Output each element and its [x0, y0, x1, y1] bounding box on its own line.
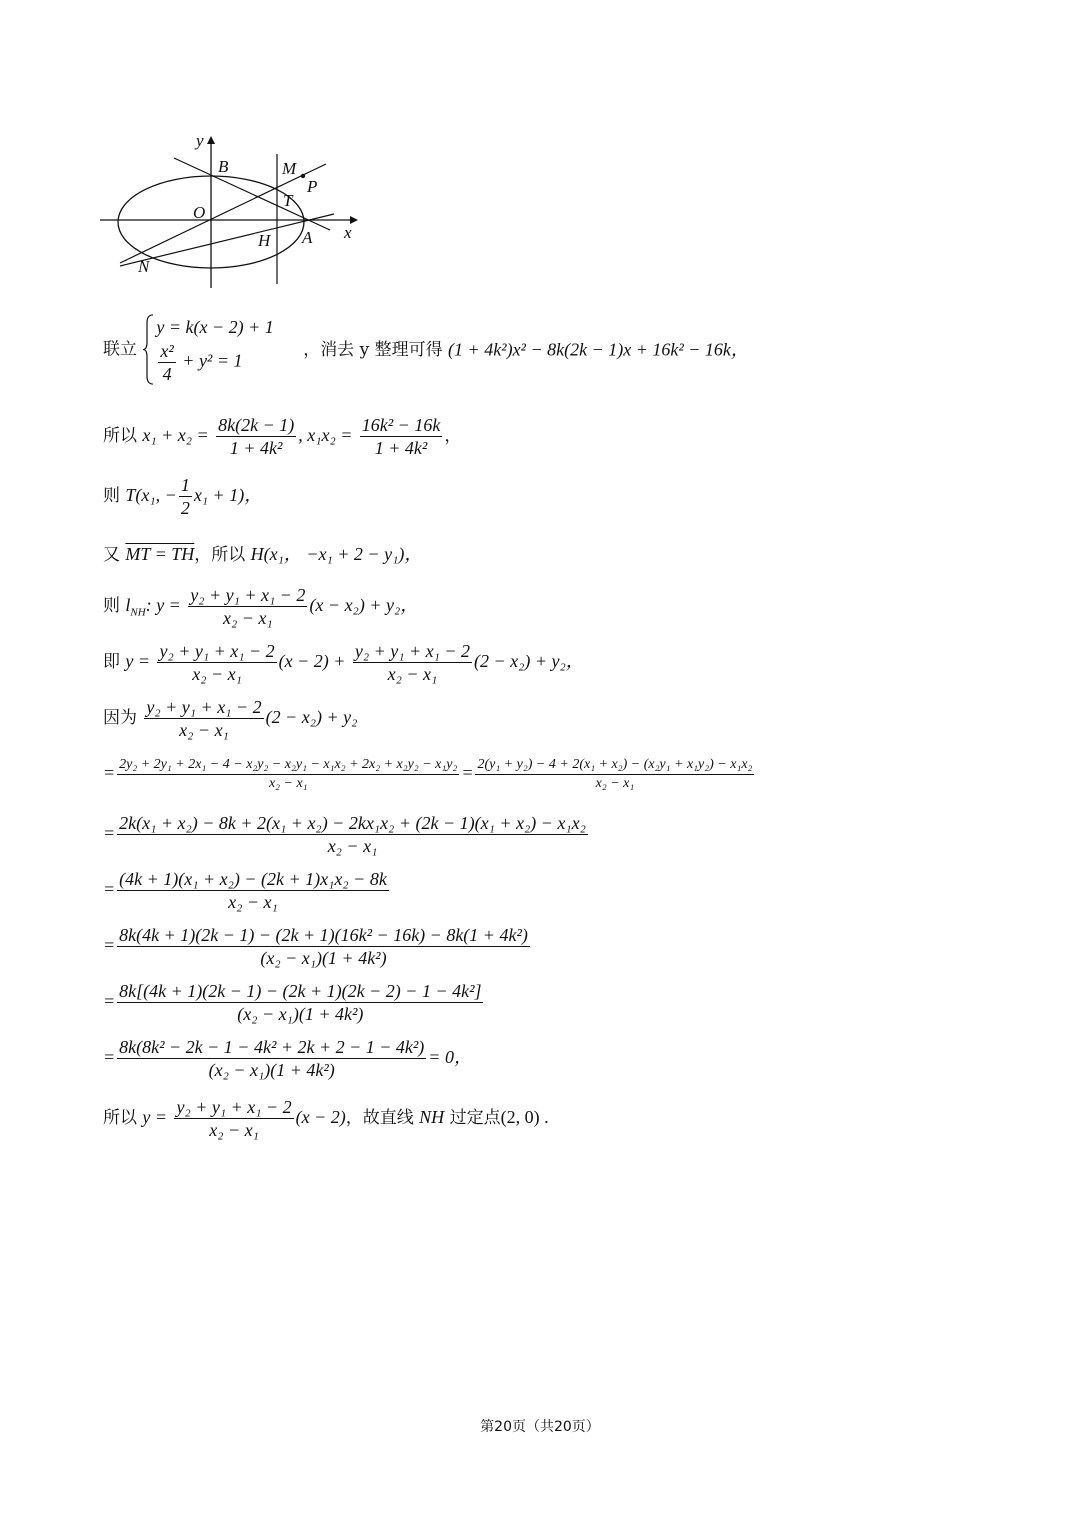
expr-c: = 0， [428, 1047, 472, 1067]
line-name: NH [419, 1107, 445, 1127]
line-step-9 [103, 812, 1003, 857]
equals: = [103, 935, 116, 955]
equals: = [461, 762, 474, 783]
frac-num: y₂ + y₁ + x₁ − 2 [159, 641, 275, 661]
expr-a: y = [142, 1107, 168, 1127]
text-eliminate: ，消去 y 整理可得 [303, 339, 443, 360]
frac-den: (x₂ − x₁)(1 + 4k²) [260, 948, 387, 968]
frac-num: 2y₂ + 2y₁ + 2x₁ − 4 − x₂y₂ − x₂y₁ − x₁x₂ + 2x₂ + x₂y₂ − x₁y₂ [117, 756, 459, 775]
label-h: H [258, 231, 271, 250]
line-subscript: NH [130, 606, 146, 619]
frac-num: 2k(x₁ + x₂) − 8k + 2(x₁ + x₂) − 2kx₁x₂ + (2k − 1)(x₁ + x₂) − x₁x₂ [119, 813, 586, 833]
ellipse-figure [98, 128, 360, 288]
frac-den: x₂ − x₁ [223, 608, 273, 628]
point-p [301, 174, 305, 178]
expr-b: (x − 2) + [278, 651, 346, 671]
frac-den: 1 + 4k² [374, 438, 428, 458]
line-point-h [103, 542, 1003, 567]
equals: = [103, 1047, 116, 1067]
equation-system [142, 314, 273, 385]
vector-eq: MT = TH [125, 544, 195, 564]
line-expand [103, 756, 1063, 793]
label-p: P [307, 177, 318, 196]
equals: = [103, 879, 116, 899]
frac-num: 16k² − 16k [361, 415, 441, 435]
frac-num: 2(y₁ + y₂) − 4 + 2(x₁ + x₂) − (x₂y₁ + x₁y₂) − x₁x₂ [475, 756, 754, 775]
ellipse-diagram [98, 128, 360, 288]
text-mid: ，故直线 [345, 1108, 414, 1128]
expr-a: : y = [145, 595, 181, 615]
equation-line: y = k(x − 2) + 1 [156, 317, 274, 337]
expr-c: (2 − x₂) + y₂， [474, 651, 584, 671]
frac-den: x₂ − x₁ [209, 1120, 259, 1140]
line-because [103, 696, 1003, 741]
line-step-13 [103, 1036, 1003, 1081]
line-point-t [103, 474, 1003, 519]
y-axis-arrow [207, 136, 215, 144]
equation-ellipse [156, 340, 273, 385]
eq-tail: + y² = 1 [177, 350, 243, 371]
line-vieta [103, 414, 1003, 459]
line-step-11 [103, 924, 1003, 969]
text-prefix: 则 [103, 486, 120, 506]
frac-num: 8k(2k − 1) [218, 415, 295, 435]
frac-den: x₂ − x₁ [179, 720, 229, 740]
frac-num: y₂ + y₁ + x₁ − 2 [354, 641, 471, 661]
text-mid2: 过定点 [449, 1108, 501, 1128]
text-mid: ，所以 [194, 545, 246, 565]
text-prefix: 即 [103, 652, 120, 672]
frac-num: y₂ + y₁ + x₁ − 2 [146, 697, 262, 717]
expr-b: x₁ + 1)， [193, 485, 263, 505]
frac-den: x₂ − x₁ [595, 776, 635, 791]
text-prefix: 又 [103, 545, 120, 565]
text-prefix: 所以 [103, 1108, 137, 1128]
equals: = [103, 991, 116, 1011]
line-lnh [103, 584, 1003, 629]
brace-icon [142, 314, 154, 385]
label-b: B [218, 157, 229, 176]
quadratic-expr: (1 + 4k²)x² − 8k(2k − 1)x + 16k² − 16k， [448, 339, 749, 360]
line-symbol: l [125, 595, 131, 615]
frac-den: 2 [180, 498, 190, 518]
line-step-12 [103, 980, 1003, 1025]
frac-den: x₂ − x₁ [387, 664, 438, 684]
frac-num: y₂ + y₁ + x₁ − 2 [176, 1097, 292, 1117]
text-prefix: 所以 [103, 426, 137, 446]
text-prefix: 则 [103, 596, 120, 616]
label-n: N [138, 257, 150, 276]
expr-h: H(x₁， −x₁ + 2 − y₁)， [250, 544, 423, 564]
frac-den: x₂ − x₁ [228, 892, 278, 912]
frac-den: (x₂ − x₁)(1 + 4k²) [208, 1060, 335, 1080]
text-prefix: 联立 [103, 339, 137, 360]
frac-den: x₂ − x₁ [192, 664, 242, 684]
label-t: T [283, 191, 293, 210]
punct: ， [444, 426, 462, 446]
line-system [103, 314, 1003, 385]
equals: = [103, 823, 116, 843]
frac-den: x₂ − x₁ [268, 776, 308, 791]
frac-num: y₂ + y₁ + x₁ − 2 [190, 585, 306, 605]
label-o: O [193, 203, 206, 222]
product-lhs: , x₁x₂ = [298, 425, 353, 445]
equals: = [103, 762, 116, 783]
frac-den: x₂ − x₁ [327, 836, 378, 856]
label-x: x [344, 223, 352, 242]
line-ie [103, 640, 1003, 685]
frac-num: (4k + 1)(x₁ + x₂) − (2k + 1)x₁x₂ − 8k [119, 869, 387, 889]
fixed-point: (2, 0) . [500, 1107, 549, 1127]
expr-c: (x − x₂) + y₂， [309, 595, 419, 615]
frac-num: 1 [180, 475, 190, 495]
expr-a: T(x₁, − [125, 485, 177, 505]
frac-den: 4 [162, 364, 172, 384]
expr-a: y = [125, 651, 151, 671]
frac-num: 8k(8k² − 2k − 1 − 4k² + 2k + 2 − 1 − 4k²) [119, 1037, 425, 1057]
line-step-10 [103, 868, 1003, 913]
label-m: M [282, 159, 297, 178]
label-a: A [302, 228, 313, 247]
frac-num: 8k[(4k + 1)(2k − 1) − (2k + 1)(2k − 2) − 1 − 4k²] [119, 981, 482, 1001]
frac-den: (x₂ − x₁)(1 + 4k²) [237, 1004, 364, 1024]
expr-b: (x − 2) [295, 1107, 346, 1127]
label-y: y [196, 131, 204, 150]
frac-num: 8k(4k + 1)(2k − 1) − (2k + 1)(16k² − 16k) − 8k(1 + 4k²) [119, 925, 528, 945]
text-prefix: 因为 [103, 708, 137, 728]
frac-den: 1 + 4k² [229, 438, 283, 458]
line-conclusion [103, 1096, 1003, 1141]
expr-c: (2 − x₂) + y₂ [265, 707, 358, 727]
frac-num: x² [160, 341, 174, 361]
sum-lhs: x₁ + x₂ = [142, 425, 209, 445]
page-footer: 第20页（共20页） [480, 1419, 600, 1435]
